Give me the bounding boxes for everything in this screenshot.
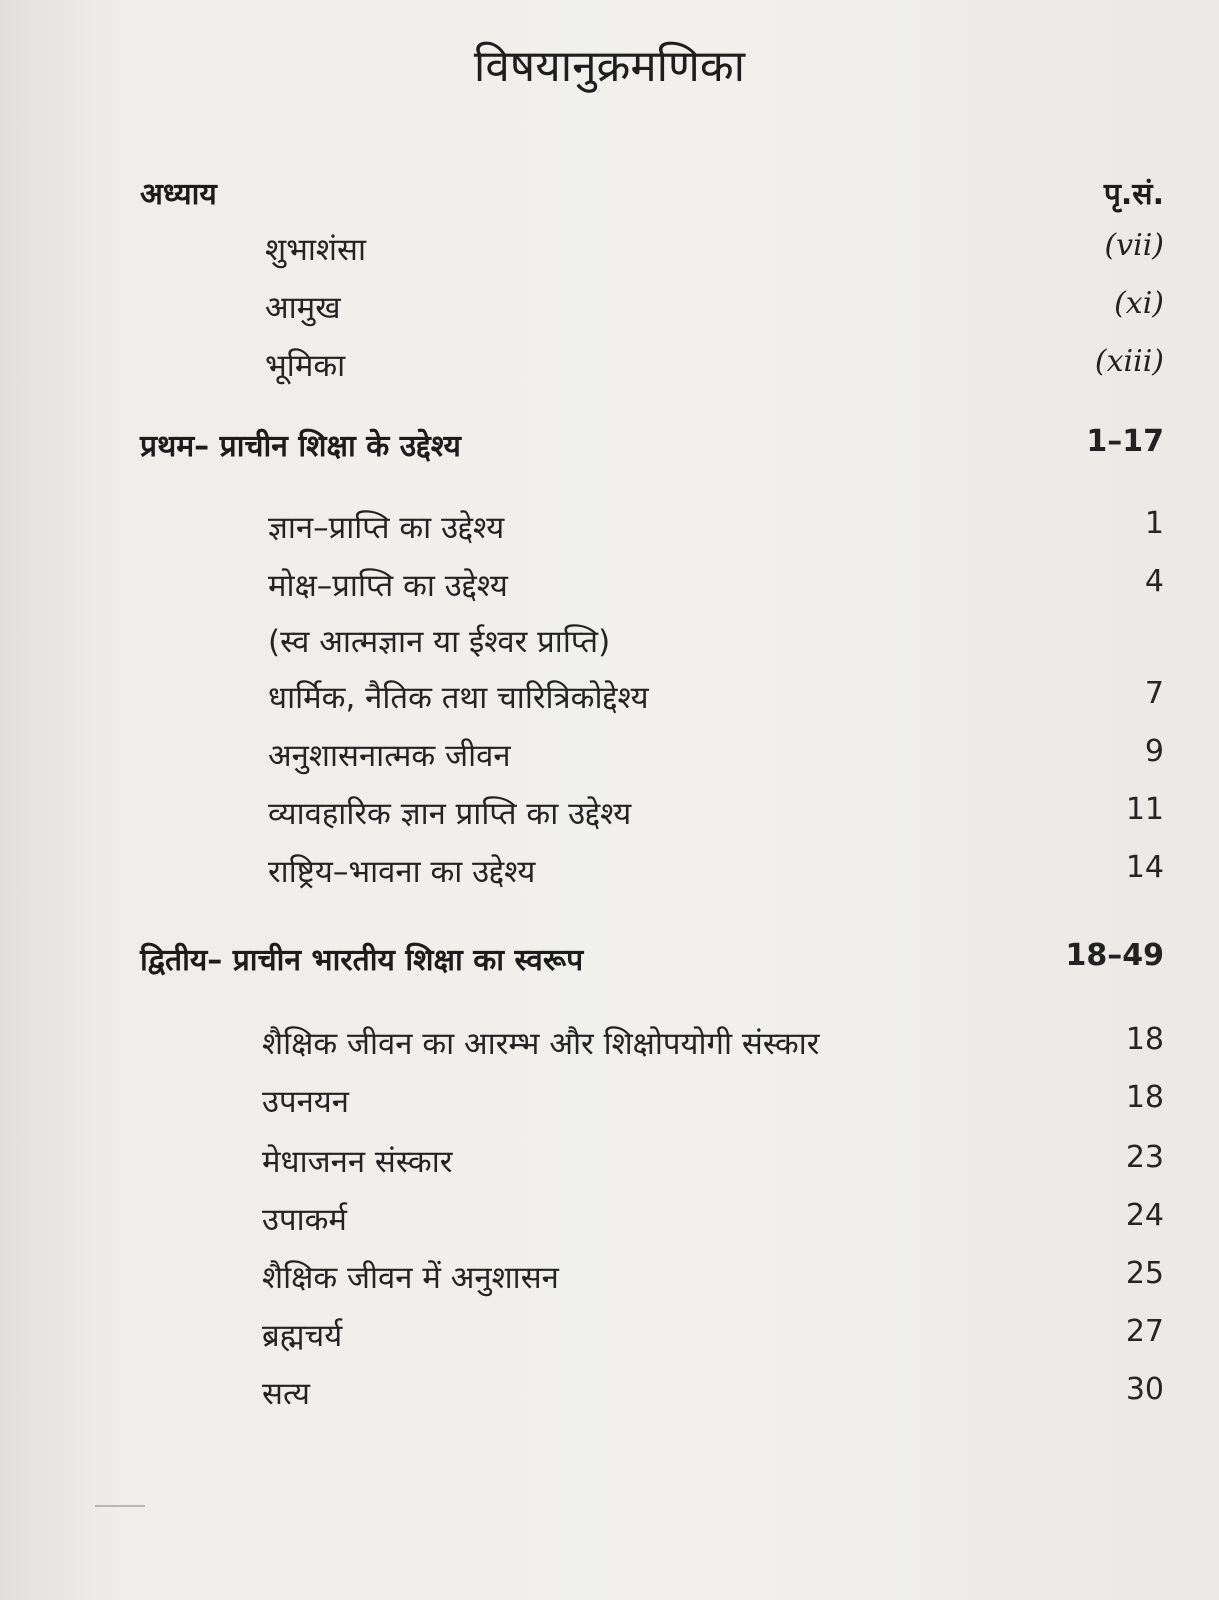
toc-entry-page: 18 [1125, 1080, 1164, 1115]
chapter-heading [0, 938, 1219, 986]
toc-entry [0, 1256, 1219, 1304]
toc-entry-label: व्यावहारिक ज्ञान प्राप्ति का उद्देश्य [268, 796, 632, 832]
chapter-column-header: अध्याय [140, 177, 217, 212]
toc-entry-label: ज्ञान–प्राप्ति का उद्देश्य [268, 510, 505, 546]
toc-entry-label: धार्मिक, नैतिक तथा चारित्रिकोद्देश्य [268, 680, 649, 716]
toc-entry [0, 1140, 1219, 1188]
page-title: विषयानुक्रमणिका [473, 41, 746, 92]
toc-entry-label: ब्रह्मचर्य [262, 1318, 343, 1354]
toc-entry-page: 25 [1125, 1256, 1164, 1291]
chapter-page-range: 1–17 [1086, 424, 1164, 459]
toc-entry-label: अनुशासनात्मक जीवन [268, 738, 511, 774]
toc-entry-label: (स्व आत्मज्ञान या ईश्वर प्राप्ति) [268, 624, 611, 660]
toc-entry-page: 7 [1144, 676, 1164, 711]
toc-entry-page: 1 [1144, 506, 1164, 541]
chapter-heading [0, 424, 1219, 472]
toc-entry [0, 564, 1219, 612]
toc-entry-page: 23 [1125, 1140, 1164, 1175]
toc-entry-label: शुभाशंसा [265, 232, 366, 268]
toc-entry [0, 344, 1219, 392]
toc-entry-label: उपाकर्म [262, 1202, 347, 1238]
toc-entry [0, 850, 1219, 898]
toc-entry [0, 1198, 1219, 1246]
page-column-header: पृ.सं. [1103, 177, 1164, 212]
toc-entry [0, 506, 1219, 554]
toc-entry [0, 676, 1219, 724]
toc-entry-continuation [0, 620, 1219, 668]
toc-entry-page: 18 [1125, 1022, 1164, 1057]
toc-entry-page: 14 [1125, 850, 1164, 885]
toc-entry-page: (xi) [1114, 286, 1164, 321]
toc-entry [0, 1372, 1219, 1420]
page-mark [95, 1505, 145, 1507]
toc-entry [0, 734, 1219, 782]
toc-entry-page: 11 [1125, 792, 1164, 827]
toc-entry-page: (xiii) [1094, 344, 1164, 379]
chapter-title: प्रथम– प्राचीन शिक्षा के उद्देश्य [140, 429, 461, 464]
toc-entry-label: राष्ट्रिय–भावना का उद्देश्य [268, 854, 536, 890]
toc-entry-page: 30 [1125, 1372, 1164, 1407]
toc-entry-page: 27 [1125, 1314, 1164, 1349]
toc-entry [0, 1022, 1219, 1070]
toc-entry-page: (vii) [1104, 228, 1164, 263]
toc-entry-label: आमुख [265, 290, 341, 326]
chapter-title: द्वितीय– प्राचीन भारतीय शिक्षा का स्वरूप [140, 943, 584, 978]
chapter-page-range: 18–49 [1065, 938, 1164, 973]
toc-entry-label: शैक्षिक जीवन में अनुशासन [262, 1260, 559, 1296]
toc-entry-page: 4 [1144, 564, 1164, 599]
column-header-row [0, 172, 1219, 220]
toc-entry-label: मोक्ष–प्राप्ति का उद्देश्य [268, 568, 508, 604]
toc-entry-page: 9 [1144, 734, 1164, 769]
toc-entry-label: सत्य [262, 1376, 310, 1412]
toc-entry-label: उपनयन [262, 1084, 349, 1120]
toc-entry-label: मेधाजनन संस्कार [262, 1144, 453, 1180]
toc-entry [0, 286, 1219, 334]
toc-entry [0, 1314, 1219, 1362]
toc-entry-page: 24 [1125, 1198, 1164, 1233]
toc-entry [0, 1080, 1219, 1128]
toc-entry [0, 228, 1219, 276]
toc-entry-label: भूमिका [265, 348, 346, 384]
toc-entry-label: शैक्षिक जीवन का आरम्भ और शिक्षोपयोगी संस्कार [262, 1026, 820, 1062]
toc-entry [0, 792, 1219, 840]
